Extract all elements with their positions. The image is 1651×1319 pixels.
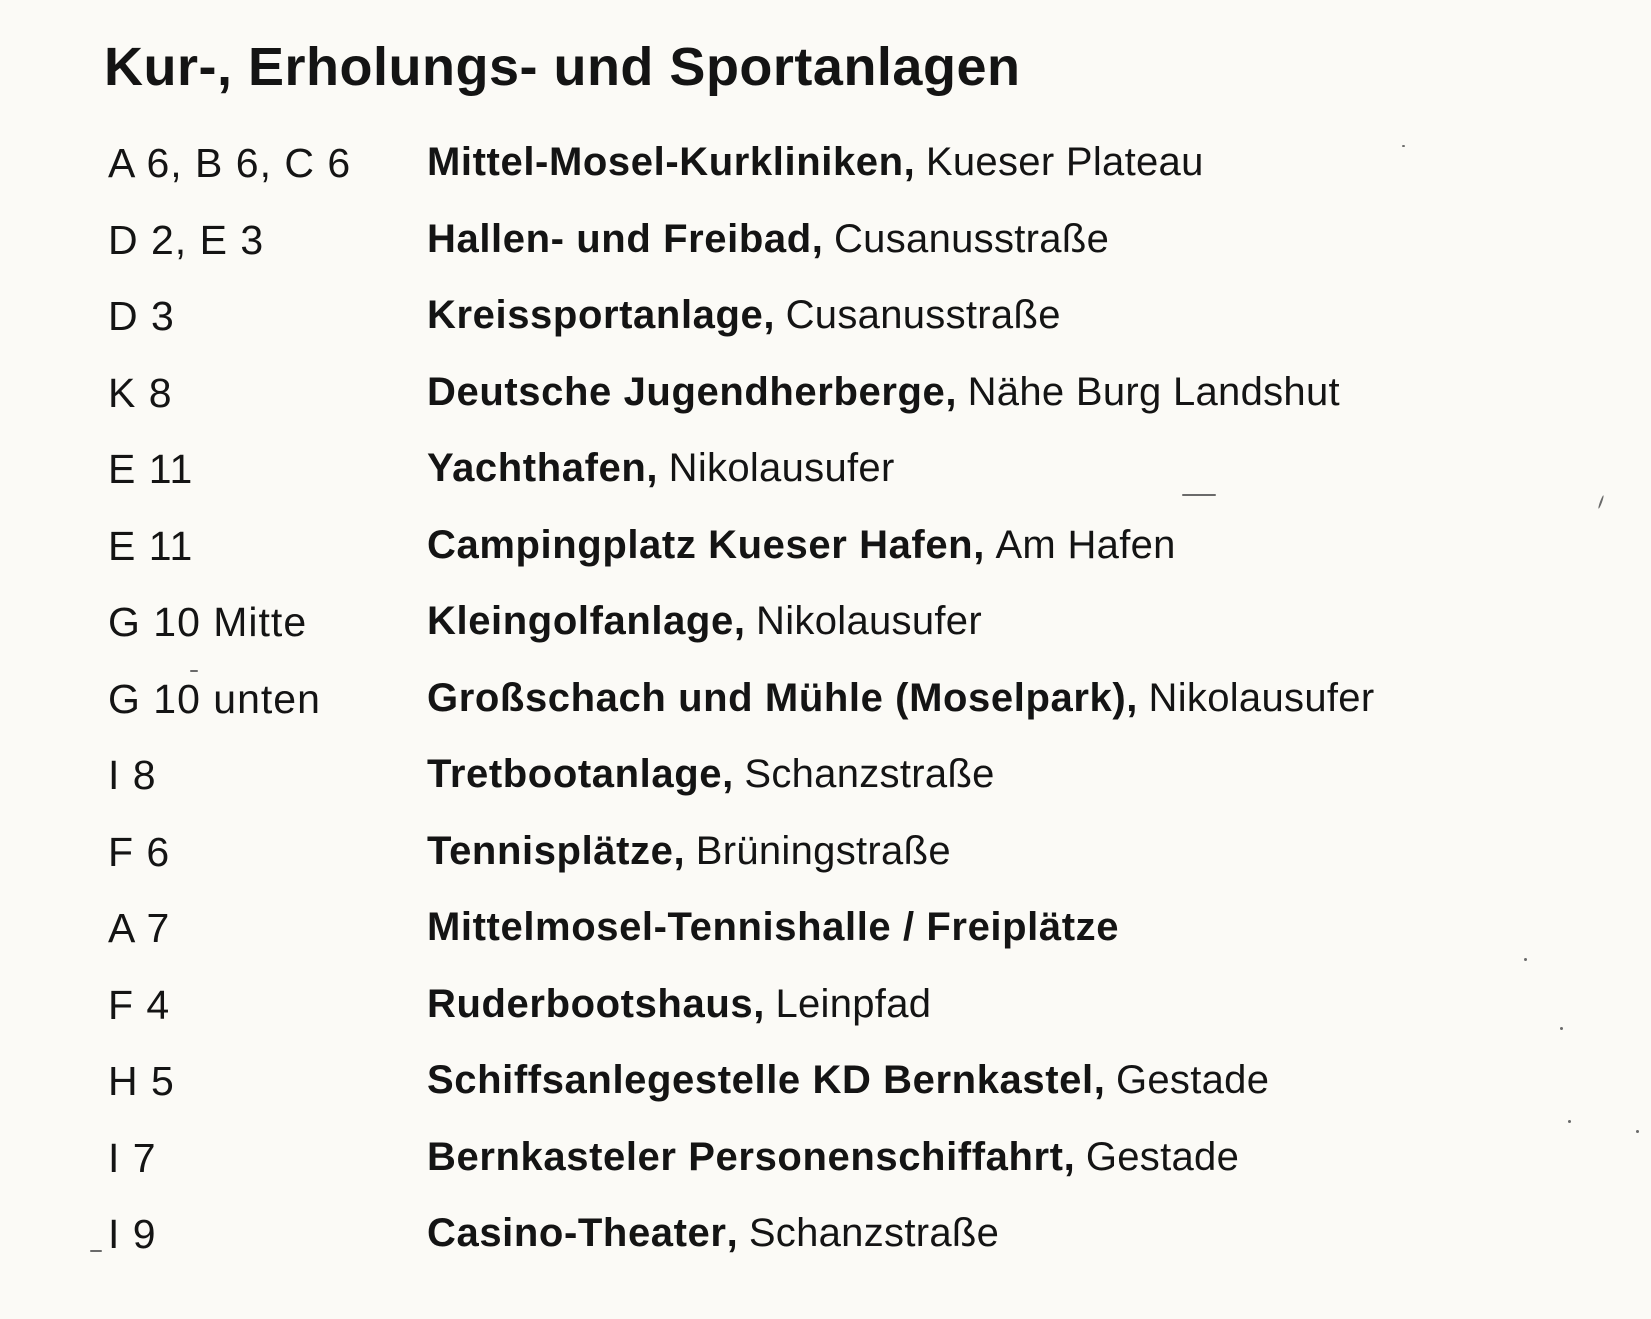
facility-location: Cusanusstraße [785,293,1061,337]
facility-entry [427,1211,999,1256]
facility-location: Gestade [1085,1134,1240,1179]
facility-entry [427,1135,1239,1180]
facility-name: Tennisplätze [427,828,674,873]
facility-name: Bernkasteler Personenschiffahrt [427,1134,1064,1179]
grid-reference: F 6 [108,828,171,875]
facility-name: Hallen- und Freibad [427,216,812,261]
facility-entry [427,370,1340,415]
separator: , [903,140,926,184]
grid-reference: I 7 [108,1134,157,1181]
scan-speck [1636,1130,1639,1133]
separator: , [763,293,786,337]
facility-entry [427,217,1109,262]
facility-name: Casino-Theater [427,1211,727,1255]
separator: , [733,599,757,643]
grid-reference: I 8 [108,752,157,798]
page-title: Kur-, Erholungs- und Sportanlagen [104,37,1021,97]
separator: , [673,828,696,873]
facility-entry [427,446,895,491]
scan-speck [1568,1120,1571,1123]
grid-reference: A 7 [108,905,171,951]
list-item [0,905,1651,982]
scan-speck [190,670,198,672]
list-item [0,752,1651,829]
scan-speck [1182,494,1216,496]
list-item [0,446,1651,523]
list-item [0,217,1651,294]
list-item [0,523,1651,600]
grid-reference: E 11 [108,446,194,492]
facility-name: Campingplatz Kueser Hafen [427,522,974,567]
separator: , [1063,1134,1086,1179]
facility-list [0,140,1651,1288]
facility-name: Mittelmosel-Tennishalle / Freiplätze [427,905,1120,949]
facility-location: Schanzstraße [748,1211,1000,1255]
facility-name: Mittel-Mosel-Kurkliniken [427,140,904,184]
separator: , [811,216,834,261]
facility-name: Yachthafen [427,446,647,490]
facility-name: Schiffsanlegestelle KD Bernkastel [427,1058,1094,1102]
facility-name: Kleingolfanlage [427,599,734,643]
grid-reference: H 5 [108,1058,175,1104]
facility-location: Nikolausufer [756,599,982,643]
facility-entry [427,599,982,644]
separator: , [973,522,996,567]
grid-reference: F 4 [108,981,171,1028]
facility-location: Nikolausufer [1148,675,1375,720]
separator: , [753,981,776,1026]
separator: , [726,1211,749,1255]
list-item [0,140,1651,217]
facility-location: Kueser Plateau [925,140,1204,184]
grid-reference: E 11 [108,522,194,569]
scan-speck [1402,145,1405,147]
facility-name: Ruderbootshaus [427,981,754,1026]
facility-name: Tretbootanlage [427,752,723,796]
grid-reference: K 8 [108,369,173,416]
list-item [0,599,1651,676]
scan-speck [1560,1027,1563,1030]
list-item [0,293,1651,370]
facility-name: Deutsche Jugendherberge [427,369,946,414]
facility-location: Nähe Burg Landshut [967,369,1340,414]
facility-location: Schanzstraße [744,752,995,796]
facility-location: Gestade [1115,1058,1270,1102]
list-item [0,1058,1651,1135]
list-item [0,676,1651,753]
facility-entry [427,140,1204,185]
facility-entry [427,1058,1269,1103]
grid-reference: I 9 [108,1211,157,1257]
separator: , [1093,1058,1116,1102]
facility-location: Leinpfad [775,981,932,1026]
facility-entry [427,676,1374,721]
separator: , [646,446,669,490]
list-item [0,829,1651,906]
separator: , [945,369,968,414]
facility-entry [427,293,1061,338]
list-item [0,370,1651,447]
scan-speck [1524,958,1527,961]
grid-reference: G 10 Mitte [108,599,308,645]
grid-reference: G 10 unten [108,675,321,722]
facility-location: Brüningstraße [695,828,951,873]
facility-entry [427,752,995,797]
facility-entry [427,523,1176,568]
grid-reference: D 2, E 3 [108,216,265,263]
facility-location: Nikolausufer [668,446,895,490]
facility-entry [427,982,931,1027]
separator: , [722,752,745,796]
facility-location: Cusanusstraße [834,216,1110,261]
list-item [0,1135,1651,1212]
list-item [0,1211,1651,1288]
facility-name: Großschach und Mühle (Moselpark) [427,675,1127,720]
facility-entry [427,905,1119,950]
facility-name: Kreissportanlage [427,293,764,337]
separator: , [1126,675,1149,720]
facility-location: Am Hafen [995,522,1176,567]
scan-speck [90,1250,102,1252]
grid-reference: A 6, B 6, C 6 [108,140,352,186]
list-item [0,982,1651,1059]
grid-reference: D 3 [108,293,175,339]
facility-entry [427,829,951,874]
